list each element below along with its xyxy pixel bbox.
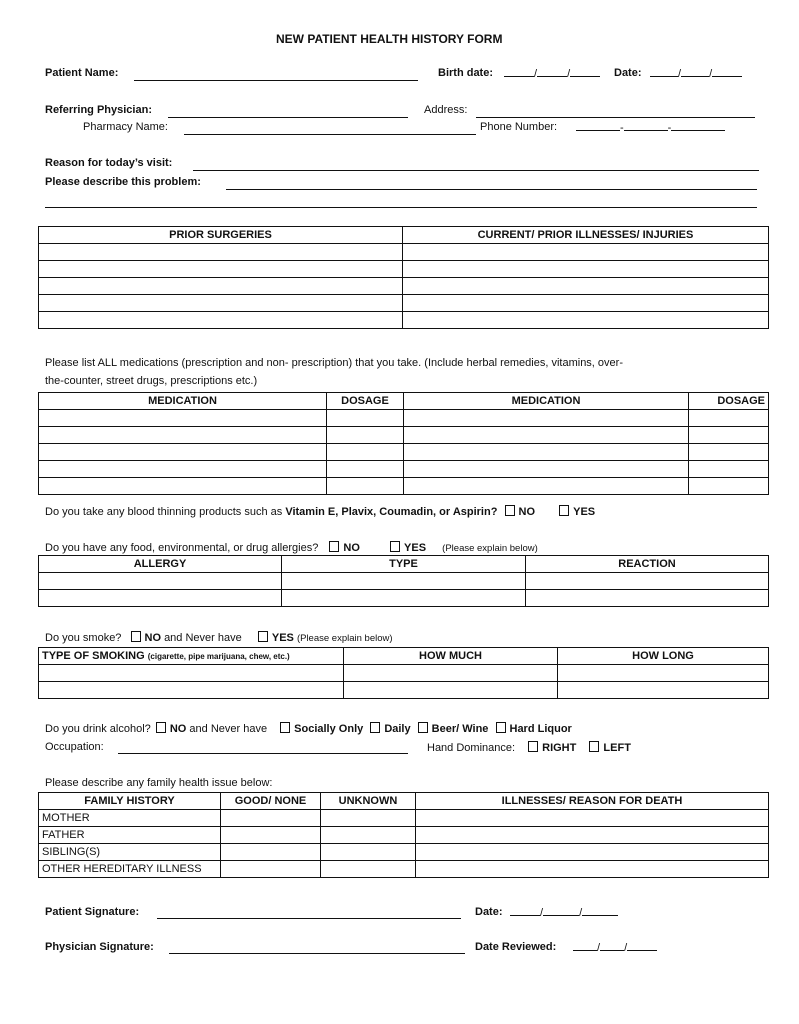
hand-right-checkbox[interactable] bbox=[528, 741, 538, 752]
family-intro: Please describe any family health issue below: bbox=[45, 777, 273, 789]
date-label: Date: bbox=[614, 67, 642, 79]
alcohol-daily-label: Daily bbox=[384, 723, 411, 735]
alcohol-daily-checkbox[interactable] bbox=[370, 722, 380, 733]
table-row bbox=[39, 295, 769, 312]
family-row-label: OTHER HEREDITARY ILLNESS bbox=[39, 861, 221, 878]
how-long-header: HOW LONG bbox=[558, 648, 769, 665]
dosage-header: DOSAGE bbox=[327, 393, 404, 410]
describe-field-line-2[interactable] bbox=[45, 207, 757, 208]
family-row-label: MOTHER bbox=[39, 810, 221, 827]
prior-surgeries-header: PRIOR SURGERIES bbox=[39, 227, 403, 244]
date-field[interactable]: / / bbox=[650, 66, 742, 80]
allergies-note: (Please explain below) bbox=[442, 543, 538, 554]
table-row bbox=[39, 665, 769, 682]
family-row-label: FATHER bbox=[39, 827, 221, 844]
history-table bbox=[38, 226, 769, 329]
blood-thinner-no-checkbox[interactable] bbox=[505, 505, 515, 516]
table-row bbox=[39, 590, 769, 607]
hand-dominance-label: Hand Dominance: bbox=[427, 742, 516, 754]
patient-signature-field[interactable] bbox=[157, 918, 461, 919]
reason-field[interactable] bbox=[193, 170, 759, 171]
medication-header-2: MEDICATION bbox=[404, 393, 689, 410]
hand-left-label: LEFT bbox=[603, 742, 631, 754]
table-row bbox=[39, 461, 769, 478]
table-row bbox=[39, 410, 769, 427]
date-reviewed-label: Date Reviewed: bbox=[475, 941, 557, 953]
blood-thinner-no-label: NO bbox=[518, 506, 535, 518]
alcohol-no-label: NO bbox=[169, 723, 187, 735]
pharmacy-name-label: Pharmacy Name: bbox=[83, 121, 168, 133]
table-row bbox=[39, 861, 769, 878]
alcohol-hard-label: Hard Liquor bbox=[509, 723, 572, 735]
referring-physician-label: Referring Physician: bbox=[45, 104, 152, 116]
type-header: TYPE bbox=[282, 556, 526, 573]
date-reviewed-field[interactable]: / / bbox=[573, 940, 657, 954]
dosage-header-2: DOSAGE bbox=[689, 393, 769, 410]
patient-name-label: Patient Name: bbox=[45, 67, 119, 79]
smoking-no-checkbox[interactable] bbox=[131, 631, 141, 642]
table-row bbox=[39, 810, 769, 827]
allergies-question-row bbox=[45, 541, 538, 554]
how-much-header: HOW MUCH bbox=[344, 648, 558, 665]
occupation-field[interactable] bbox=[118, 753, 408, 754]
allergy-header: ALLERGY bbox=[39, 556, 282, 573]
birth-date-field[interactable]: / / bbox=[504, 66, 600, 80]
blood-thinner-question bbox=[45, 505, 595, 518]
blood-thinner-products: Vitamin E, Plavix, Coumadin, or Aspirin? bbox=[285, 506, 498, 518]
form-title: NEW PATIENT HEALTH HISTORY FORM bbox=[276, 32, 503, 46]
referring-physician-field[interactable] bbox=[168, 117, 408, 118]
medications-table bbox=[38, 392, 769, 495]
table-row bbox=[39, 312, 769, 329]
table-row bbox=[39, 844, 769, 861]
hand-dominance-row bbox=[427, 741, 631, 754]
table-row bbox=[39, 682, 769, 699]
smoking-no-suffix: and Never have bbox=[164, 632, 242, 644]
smoking-type-header bbox=[39, 648, 344, 665]
hand-right-label: RIGHT bbox=[542, 742, 577, 754]
alcohol-socially-checkbox[interactable] bbox=[280, 722, 290, 733]
hand-left-checkbox[interactable] bbox=[589, 741, 599, 752]
allergies-question: Do you have any food, environmental, or drug allergies? bbox=[45, 542, 319, 554]
allergies-yes-label: YES bbox=[404, 542, 427, 554]
blood-thinner-yes-checkbox[interactable] bbox=[559, 505, 569, 516]
smoking-no-label: NO bbox=[144, 632, 161, 644]
reason-label: Reason for today’s visit: bbox=[45, 157, 173, 169]
pharmacy-name-field[interactable] bbox=[184, 134, 476, 135]
alcohol-hard-checkbox[interactable] bbox=[496, 722, 506, 733]
unknown-header: UNKNOWN bbox=[321, 793, 416, 810]
smoking-yes-label: YES bbox=[271, 632, 294, 644]
allergies-no-label: NO bbox=[343, 542, 360, 554]
alcohol-beer-checkbox[interactable] bbox=[418, 722, 428, 733]
alcohol-beer-label: Beer/ Wine bbox=[431, 723, 489, 735]
signature-date-label: Date: bbox=[475, 906, 503, 918]
address-label: Address: bbox=[424, 104, 468, 116]
table-row bbox=[39, 278, 769, 295]
phone-number-field[interactable]: - - bbox=[576, 120, 725, 134]
alcohol-no-suffix: and Never have bbox=[189, 723, 268, 735]
describe-label: Please describe this problem: bbox=[45, 176, 201, 188]
patient-signature-label: Patient Signature: bbox=[45, 906, 140, 918]
birth-date-label: Birth date: bbox=[438, 67, 493, 79]
alcohol-socially-label: Socially Only bbox=[294, 723, 364, 735]
physician-signature-label: Physician Signature: bbox=[45, 941, 154, 953]
table-row bbox=[39, 244, 769, 261]
alcohol-question: Do you drink alcohol? bbox=[45, 723, 151, 735]
family-row-label: SIBLING(S) bbox=[39, 844, 221, 861]
table-row bbox=[39, 827, 769, 844]
medication-header: MEDICATION bbox=[39, 393, 327, 410]
smoking-table bbox=[38, 647, 769, 699]
occupation-label: Occupation: bbox=[45, 741, 104, 753]
smoking-question-row bbox=[45, 631, 393, 644]
allergies-no-checkbox[interactable] bbox=[329, 541, 339, 552]
table-row bbox=[39, 444, 769, 461]
table-row bbox=[39, 427, 769, 444]
patient-name-field[interactable] bbox=[134, 80, 418, 81]
family-history-table bbox=[38, 792, 769, 878]
phone-number-label: Phone Number: bbox=[480, 121, 558, 133]
allergies-table bbox=[38, 555, 769, 607]
signature-date-field[interactable]: / / bbox=[510, 905, 618, 919]
blood-thinner-yes-label: YES bbox=[573, 506, 596, 518]
address-field[interactable] bbox=[476, 117, 755, 118]
table-row bbox=[39, 261, 769, 278]
smoking-question: Do you smoke? bbox=[45, 632, 122, 644]
illness-header: ILLNESSES/ REASON FOR DEATH bbox=[416, 793, 769, 810]
good-none-header: GOOD/ NONE bbox=[221, 793, 321, 810]
family-history-header: FAMILY HISTORY bbox=[39, 793, 221, 810]
smoking-note: (Please explain below) bbox=[296, 633, 393, 644]
smoking-type-label: TYPE OF SMOKING bbox=[42, 650, 145, 662]
alcohol-question-row bbox=[45, 722, 572, 735]
alcohol-no-checkbox[interactable] bbox=[156, 722, 166, 733]
reaction-header: REACTION bbox=[526, 556, 769, 573]
medications-intro-line1: Please list ALL medications (prescription and non- prescription) that you take. (Include herbal remedies, vitamins, over- bbox=[45, 357, 623, 369]
describe-field[interactable] bbox=[226, 189, 757, 190]
smoking-yes-checkbox[interactable] bbox=[258, 631, 268, 642]
blood-thinner-prefix: Do you take any blood thinning products such as bbox=[45, 506, 283, 518]
illnesses-header: CURRENT/ PRIOR ILLNESSES/ INJURIES bbox=[403, 227, 769, 244]
table-row bbox=[39, 478, 769, 495]
table-row bbox=[39, 573, 769, 590]
medications-intro-line2: the-counter, street drugs, prescriptions etc.) bbox=[45, 375, 258, 387]
allergies-yes-checkbox[interactable] bbox=[390, 541, 400, 552]
physician-signature-field[interactable] bbox=[169, 953, 465, 954]
smoking-type-note: (cigarette, pipe marijuana, chew, etc.) bbox=[147, 652, 290, 661]
